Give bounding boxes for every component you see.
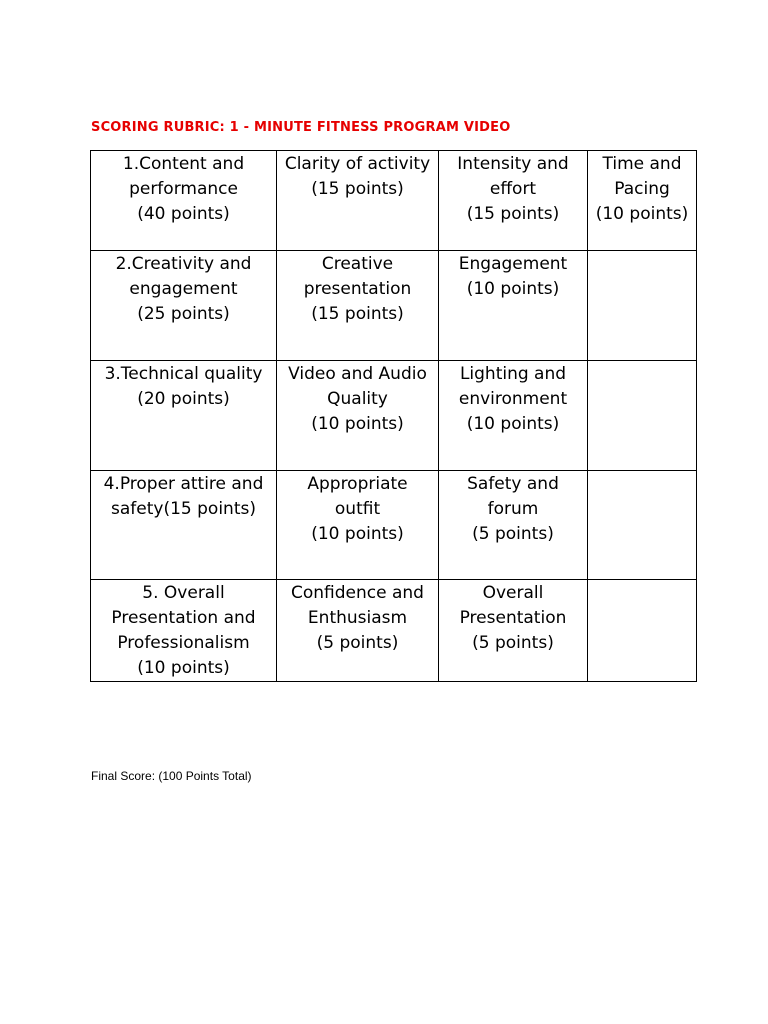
final-score-label: Final Score: (100 Points Total)	[91, 769, 252, 783]
document-title: SCORING RUBRIC: 1 - MINUTE FITNESS PROGRAM VIDEO	[91, 120, 511, 135]
rubric-table	[90, 150, 697, 682]
criterion-points: (15 points)	[466, 204, 560, 224]
criterion-points: (10 points)	[595, 204, 689, 224]
category-points: (25 points)	[137, 304, 230, 324]
criterion-points: (10 points)	[311, 524, 404, 544]
rubric-row-1	[91, 151, 697, 251]
criterion-cell	[277, 151, 439, 251]
category-cell	[91, 361, 277, 471]
rubric-row-5	[91, 580, 697, 682]
empty-score-cell	[588, 361, 697, 471]
criterion-line: Safety and	[467, 474, 559, 494]
criterion-line: outfit	[334, 499, 381, 519]
empty-score-cell	[588, 471, 697, 580]
category-line: engagement	[129, 279, 238, 299]
criterion-line: Presentation	[459, 608, 567, 628]
criterion-line: effort	[489, 179, 537, 199]
category-line: Presentation and	[111, 608, 256, 628]
criterion-points: (10 points)	[311, 414, 404, 434]
category-line: performance	[129, 179, 238, 199]
category-line: safety(15 points)	[111, 499, 256, 519]
criterion-cell	[277, 471, 439, 580]
category-line: 4.Proper attire and	[103, 474, 264, 494]
criterion-line: forum	[487, 499, 539, 519]
criterion-points: (5 points)	[316, 633, 399, 653]
category-line: 1.Content and	[122, 154, 245, 174]
category-line: 3.Technical quality	[104, 364, 263, 384]
category-cell	[91, 580, 277, 682]
criterion-cell	[439, 361, 588, 471]
criterion-line: Video and Audio	[288, 364, 427, 384]
category-points: (40 points)	[137, 204, 230, 224]
rubric-row-2	[91, 251, 697, 361]
criterion-cell	[588, 151, 697, 251]
category-line: Professionalism	[117, 633, 250, 653]
criterion-points: (10 points)	[466, 414, 560, 434]
category-points: (20 points)	[137, 389, 230, 409]
criterion-line: Clarity of activity	[284, 154, 431, 174]
criterion-line: Enthusiasm	[307, 608, 408, 628]
criterion-line: Intensity and	[457, 154, 569, 174]
criterion-line: Quality	[327, 389, 388, 409]
criterion-cell	[439, 151, 588, 251]
criterion-points: (10 points)	[466, 279, 560, 299]
criterion-line: Creative	[321, 254, 394, 274]
criterion-line: Time and	[602, 154, 682, 174]
criterion-cell	[439, 251, 588, 361]
category-line: 5. Overall	[142, 583, 225, 603]
criterion-cell	[277, 580, 439, 682]
criterion-line: Lighting and	[459, 364, 567, 384]
category-line: 2.Creativity and	[115, 254, 252, 274]
criterion-line: Pacing	[614, 179, 670, 199]
category-cell	[91, 471, 277, 580]
criterion-line: Overall	[482, 583, 544, 603]
category-cell	[91, 151, 277, 251]
criterion-points: (15 points)	[311, 179, 404, 199]
empty-score-cell	[588, 580, 697, 682]
criterion-line: Engagement	[458, 254, 568, 274]
rubric-row-4	[91, 471, 697, 580]
rubric-row-3	[91, 361, 697, 471]
criterion-points: (15 points)	[311, 304, 404, 324]
criterion-cell	[277, 251, 439, 361]
category-points: (10 points)	[137, 658, 230, 678]
criterion-line: presentation	[303, 279, 412, 299]
category-cell	[91, 251, 277, 361]
criterion-points: (5 points)	[472, 633, 554, 653]
criterion-cell	[439, 580, 588, 682]
criterion-line: Appropriate	[307, 474, 408, 494]
criterion-line: environment	[458, 389, 568, 409]
criterion-line: Confidence and	[291, 583, 424, 603]
empty-score-cell	[588, 251, 697, 361]
criterion-cell	[439, 471, 588, 580]
criterion-points: (5 points)	[472, 524, 554, 544]
criterion-cell	[277, 361, 439, 471]
